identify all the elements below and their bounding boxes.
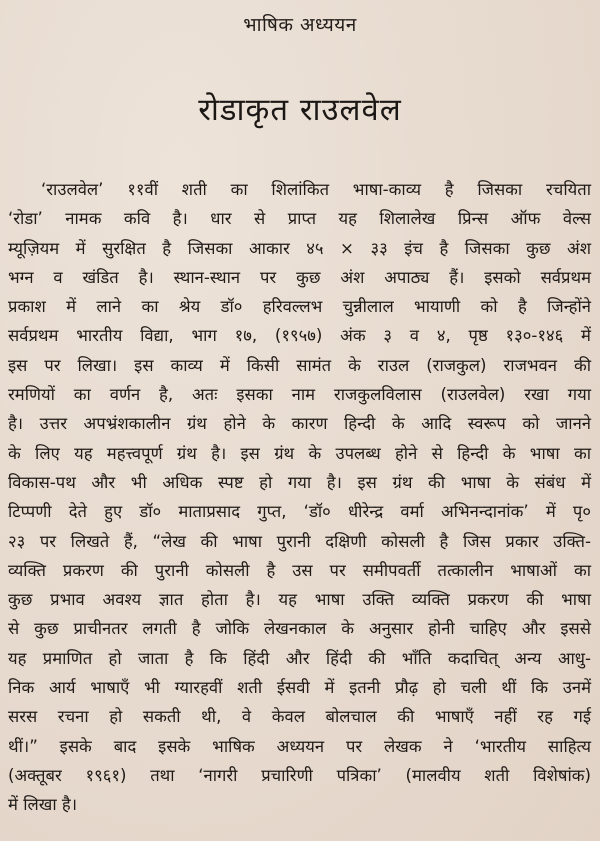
- text-line: विकास-पथ और भी अधिक स्पष्ट हो गया है। इस ग्रंथ की भाषा के संबंध में: [8, 472, 591, 492]
- text-line: सर्वप्रथम भारतीय विद्या, भाग १७, (१९५७) अंक ३ व ४, पृष्ठ १३०-१४६ में: [8, 326, 591, 346]
- text-line: २३ पर लिखते हैं, “लेख की भाषा पुरानी दक्षिणी कोसली है जिस प्रकार उक्ति-: [8, 531, 591, 551]
- text-line: थीं।” इसके बाद इसके भाषिक अध्ययन पर लेखक ने ‘भारतीय साहित्य: [8, 736, 591, 756]
- text-line: है। उत्तर अपभ्रंशकालीन ग्रंथ होने के कारण हिन्दी के आदि स्वरूप को जानने: [8, 414, 591, 434]
- text-line: कुछ प्रभाव अवश्य ज्ञात होता है। यह भाषा उक्ति व्यक्ति प्रकरण की भाषा: [8, 590, 591, 610]
- chapter-title: रोडाकृत राउलवेल: [198, 92, 402, 128]
- body-paragraph: [8, 175, 591, 820]
- text-line: प्रकाश में लाने का श्रेय डॉ० हरिवल्लभ चुन्नीलाल भायाणी को है जिन्होंने: [8, 297, 591, 317]
- text-line: ‘राउलवेल’ ११वीं शती का शिलांकित भाषा-काव्य है जिसका रचयिता: [41, 180, 591, 199]
- text-line: निक आर्य भाषाएँ भी ग्यारहवीं शती ईसवी में इतनी प्रौढ़ हो चली थीं कि उनमें: [8, 678, 591, 698]
- text-line: रमणियों का वर्णन है, अतः इसका नाम राजकुलविलास (राउलवेल) रखा गया: [8, 385, 591, 405]
- text-line: ‘रोडा’ नामक कवि है। धार से प्राप्त यह शिलालेख प्रिन्स ऑफ वेल्स: [8, 209, 591, 229]
- text-line: सरस रचना हो सकती थी, वे केवल बोलचाल की भाषाएँ नहीं रह गई: [8, 707, 591, 727]
- text-line: व्यक्ति प्रकरण की पुरानी कोसली है उस पर समीपवर्ती तत्कालीन भाषाओं का: [8, 560, 591, 580]
- text-line: इस पर लिखा। इस काव्य में किसी सामंत के राउल (राजकुल) राजभवन की: [8, 355, 591, 375]
- text-line: से कुछ प्राचीनतर लगती है जोकि लेखनकाल के अनुसार होनी चाहिए और इससे: [8, 619, 591, 639]
- text-line: यह प्रमाणित हो जाता है कि हिंदी और हिंदी की भाँति कदाचित् अन्य आधु-: [8, 648, 591, 668]
- text-line: में लिखा है।: [8, 795, 77, 815]
- text-line: टिप्पणी देते हुए डॉ० माताप्रसाद गुप्त, ‘डॉ० धीरेन्द्र वर्मा अभिनन्दानांक’ में पृ०: [8, 502, 591, 522]
- text-line: (अक्तूबर १९६१) तथा ‘नागरी प्रचारिणी पत्रिका’ (मालवीय शती विशेषांक): [8, 765, 591, 785]
- text-line: के लिए यह महत्त्वपूर्ण ग्रंथ है। इस ग्रंथ के उपलब्ध होने से हिन्दी के भाषा का: [8, 443, 591, 463]
- text-line: भग्न व खंडित है। स्थान-स्थान पर कुछ अंश अपाठ्य हैं। इसको सर्वप्रथम: [8, 267, 591, 287]
- text-line: म्यूज़ियम में सुरक्षित है जिसका आकार ४५ × ३३ इंच है जिसका कुछ अंश: [8, 238, 591, 258]
- running-head: भाषिक अध्ययन: [243, 14, 357, 36]
